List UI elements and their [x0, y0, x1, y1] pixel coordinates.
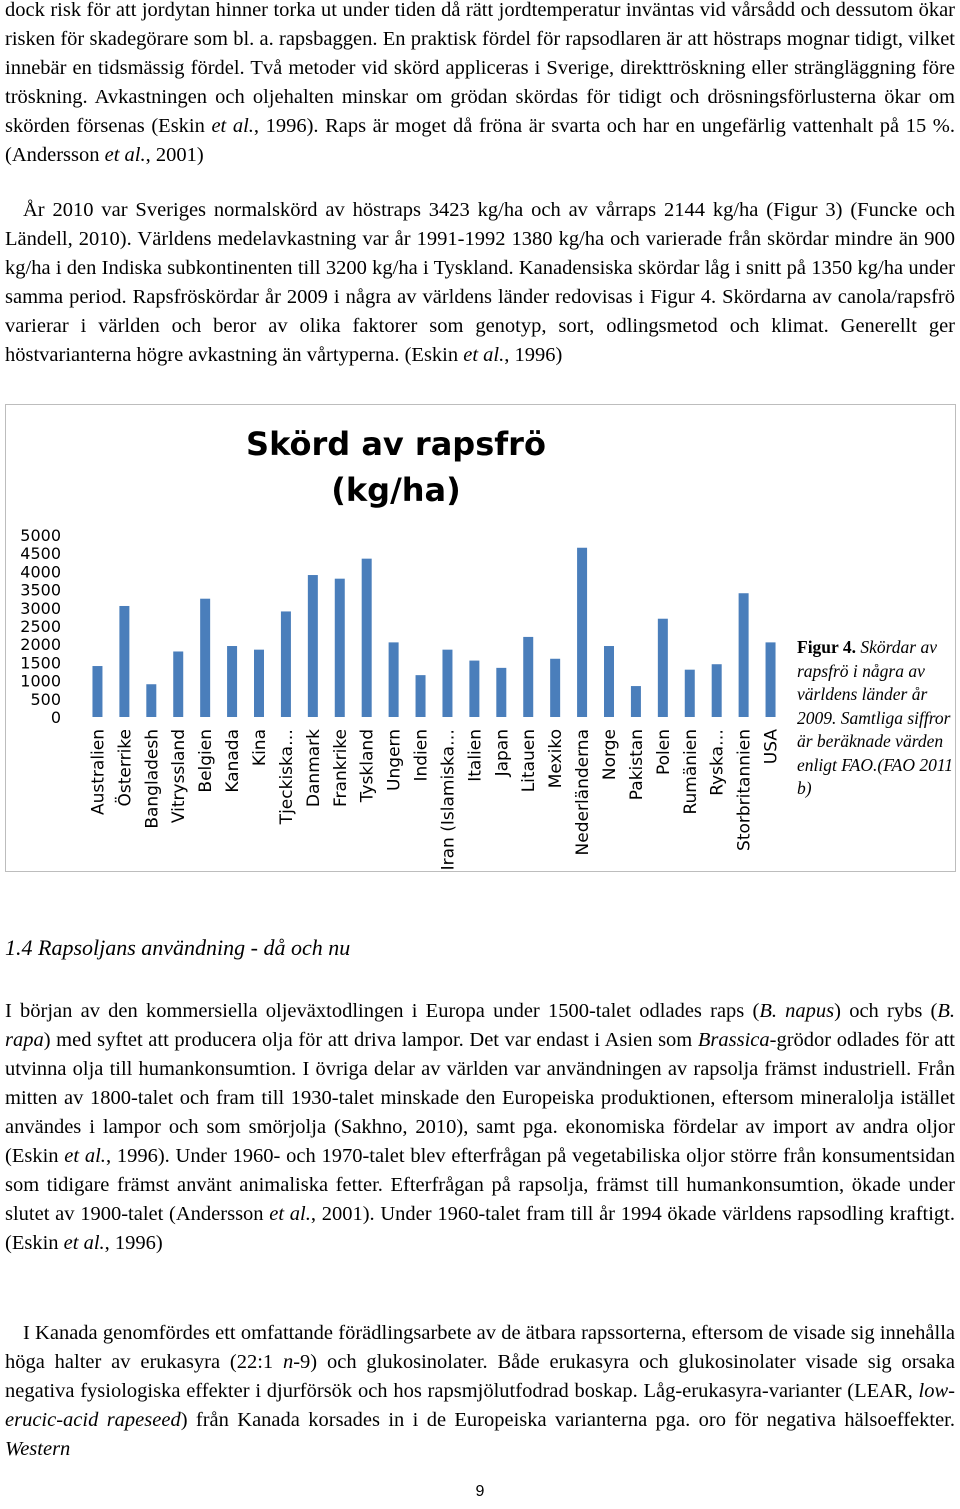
paragraph-history	[5, 997, 955, 1258]
x-tick-label: Storbritannien	[734, 729, 755, 851]
y-tick-label: 1000	[20, 671, 61, 691]
x-tick-label: Nederländerna	[573, 729, 594, 856]
text-run-italic: B. rapa	[5, 1000, 956, 1051]
figure-caption	[797, 636, 957, 801]
x-tick-label: Pakistan	[626, 729, 647, 801]
bar	[631, 686, 641, 717]
text-run: , 1996)	[504, 344, 563, 366]
text-run: ) med syftet att producera olja för att driva lampor. Det var endast i Asien som	[43, 1029, 698, 1051]
x-tick-label: Kina	[250, 729, 270, 767]
text-run-italic: low-erucic-acid rapeseed	[5, 1380, 955, 1431]
text-run: , 1996). Raps är moget då fröna är svarta och har en ungefärlig vattenhalt på 15 %. (Andersson	[5, 115, 955, 166]
bar	[281, 611, 291, 717]
x-tick-label: USA	[761, 729, 782, 765]
bar	[469, 661, 479, 717]
text-run: , 2001). Under 1960-talet fram till år 1994 ökade världens rapsodling kraftigt. (Eskin	[5, 1203, 955, 1254]
x-tick-label: Norge	[600, 729, 620, 781]
x-tick-label: Österrike	[115, 729, 136, 807]
y-tick-label: 1500	[20, 653, 61, 673]
bar	[685, 670, 695, 717]
x-tick-label: Belgien	[196, 729, 217, 793]
x-tick-label: Litauen	[519, 729, 540, 793]
text-run: År 2010 var Sveriges normalskörd av höstraps 3423 kg/ha och av vårraps 2144 kg/ha (Figur 3) (Funcke och Ländell, 2010). Världens medelavkastning var år 1991-1992 1380 kg/ha och varierade från skördar mindre än 900 kg/ha i den Indiska subkontinenten till 3200 kg/ha i Tyskland. Kanadensiska skördar låg i snitt på 1350 kg/ha under samma period. Rapsfröskördar år 2009 i några av världens länder redovisas i Figur 4. Skördarna av canola/rapsfrö varierar i världen och beror av olika faktorer som genotyp, sort, odlingsmetod och klimat. Generellt ger höstvarianterna högre avkastning än vårtyperna. (Eskin	[5, 199, 955, 366]
text-run-italic: Brassica	[697, 1029, 770, 1051]
text-run: I Kanada genomfördes ett omfattande förädlingsarbete av de ätbara rapssorterna, eftersom de visade sig innehålla höga halter av erukasyra (22:1	[5, 1322, 955, 1373]
page-number: 9	[475, 1483, 485, 1500]
text-run-italic: et al.	[463, 344, 505, 366]
text-run-italic: et al.	[211, 115, 254, 137]
text-run: ) från Kanada korsades in i de Europeiska varianterna pga. oro för negativa hälsoeffekter.	[180, 1409, 956, 1431]
bar	[658, 619, 668, 717]
bar	[335, 579, 345, 717]
y-tick-label: 0	[50, 708, 61, 727]
bar	[119, 606, 129, 717]
x-tick-label: Ungern	[384, 729, 405, 791]
bar	[523, 637, 533, 717]
paragraph-canada	[5, 1319, 955, 1464]
text-run: -9) och glukosinolater. Både erukasyra och glukosinolater visade sig orsaka negativa fysiologiska effekter i djurförsök och hos rapsmjölutfodrad boskap. Låg-erukasyra-varianter (LEAR,	[5, 1351, 955, 1402]
x-tick-label: Ryska…	[707, 729, 728, 796]
paragraph-yield	[5, 196, 955, 370]
text-run: ) och rybs (	[834, 1000, 938, 1022]
x-tick-label: Italien	[465, 729, 486, 782]
y-tick-label: 2000	[20, 635, 61, 655]
y-tick-label: 5000	[20, 526, 61, 545]
x-tick-label: Vitryssland	[169, 729, 190, 824]
text-run-italic: et al.	[63, 1232, 105, 1254]
x-tick-label: Danmark	[303, 729, 324, 808]
y-tick-label: 4500	[20, 544, 61, 564]
x-tick-label: Tyskland	[357, 729, 378, 803]
text-run: dock risk för att jordytan hinner torka ut under tiden då rätt jordtemperatur inväntas vid vårsådd och dessutom ökar risken för skadegörare som bl. a. rapsbaggen. En praktisk fördel för rapsodlaren är att höstraps mognar tidigt, vilket innebär en tidsmässig fördel. Två metoder vid skörd appliceras i Sverige, direkttröskning eller strängläggning före tröskning. Avkastningen och oljehalten minskar om grödan skördas för tidigt och drösningsförlusterna ökar om skörden försenas (Eskin	[5, 0, 955, 137]
text-run: , 1996)	[104, 1232, 163, 1254]
bar	[550, 659, 560, 717]
y-tick-label: 3500	[20, 580, 61, 600]
text-run-italic: Western	[5, 1438, 71, 1460]
bar	[442, 650, 452, 717]
text-run-italic: n	[282, 1351, 294, 1373]
x-tick-label: Kanada	[223, 729, 244, 793]
paragraph-top	[5, 0, 955, 170]
text-run: -grödor odlades för att utvinna olja till humankonsumtion. I övriga delar av världen var användningen av rapsolja främst industriell. Från mitten av 1800-talet och fram till 1930-talet minskade den Europeiska produktionen, eftersom mineralolja istället användes i lampor och som smörjolja (Sakhno, 2010), samt pga. ekonomiska fördelar av import av andra oljor (Eskin	[5, 1029, 955, 1167]
x-tick-label: Mexiko	[546, 729, 567, 789]
x-tick-label: Bangladesh	[142, 729, 163, 829]
text-run-italic: et al.	[269, 1203, 311, 1225]
bar	[766, 642, 776, 717]
bar	[146, 684, 156, 717]
bar	[496, 668, 506, 717]
text-run: , 2001)	[145, 144, 204, 166]
bar-chart	[6, 405, 796, 871]
y-tick-label: 3000	[20, 598, 61, 618]
text-run-italic: et al.	[104, 144, 146, 166]
y-tick-label: 4000	[20, 562, 61, 582]
bar	[389, 642, 399, 717]
section-heading: 1.4 Rapsoljans användning - då och nu	[5, 935, 351, 960]
bar	[92, 666, 102, 717]
figure-caption-label: Figur 4.	[797, 637, 856, 657]
x-tick-label: Tjeckiska…	[276, 729, 297, 825]
x-tick-label: Indien	[411, 729, 432, 782]
x-tick-label: Iran (Islamiska…	[438, 729, 459, 871]
y-tick-label: 500	[30, 689, 61, 709]
text-run-italic: et al.	[64, 1145, 106, 1167]
bar	[712, 664, 722, 717]
figure-caption-text: Skördar av rapsfrö i några av världens länder år 2009. Samtliga siffror är beräknade värden enligt FAO.(FAO 2011 b)	[797, 637, 954, 798]
x-tick-label: Polen	[653, 729, 674, 776]
y-tick-label: 2500	[20, 617, 61, 636]
bar	[254, 650, 264, 717]
bar	[604, 646, 614, 717]
bar	[308, 575, 318, 717]
bar	[416, 675, 426, 717]
x-tick-label: Australien	[88, 729, 109, 816]
chart-title-line-1: Skörd av rapsfrö	[246, 425, 546, 463]
bar	[739, 593, 749, 717]
bar	[577, 548, 587, 717]
chart-title-line-2: (kg/ha)	[331, 471, 461, 509]
bar	[362, 559, 372, 717]
x-tick-label: Japan	[492, 729, 513, 777]
text-run: I början av den kommersiella oljeväxtodlingen i Europa under 1500-talet odlades raps (	[5, 1000, 760, 1022]
x-tick-label: Frankrike	[330, 729, 351, 807]
text-run-italic: B. napus	[759, 1000, 835, 1022]
bar	[227, 646, 237, 717]
bar	[173, 651, 183, 717]
x-tick-label: Rumänien	[680, 729, 701, 815]
text-run: , 1996). Under 1960- och 1970-talet blev efterfrågan på vegetabiliska oljor större från konsumentsidan som tidigare främst använt animaliska fetter. Efterfrågan på rapsolja, främst till humankonsumtion, ökade under slutet av 1900-talet (Andersson	[5, 1145, 955, 1225]
bar	[200, 599, 210, 717]
